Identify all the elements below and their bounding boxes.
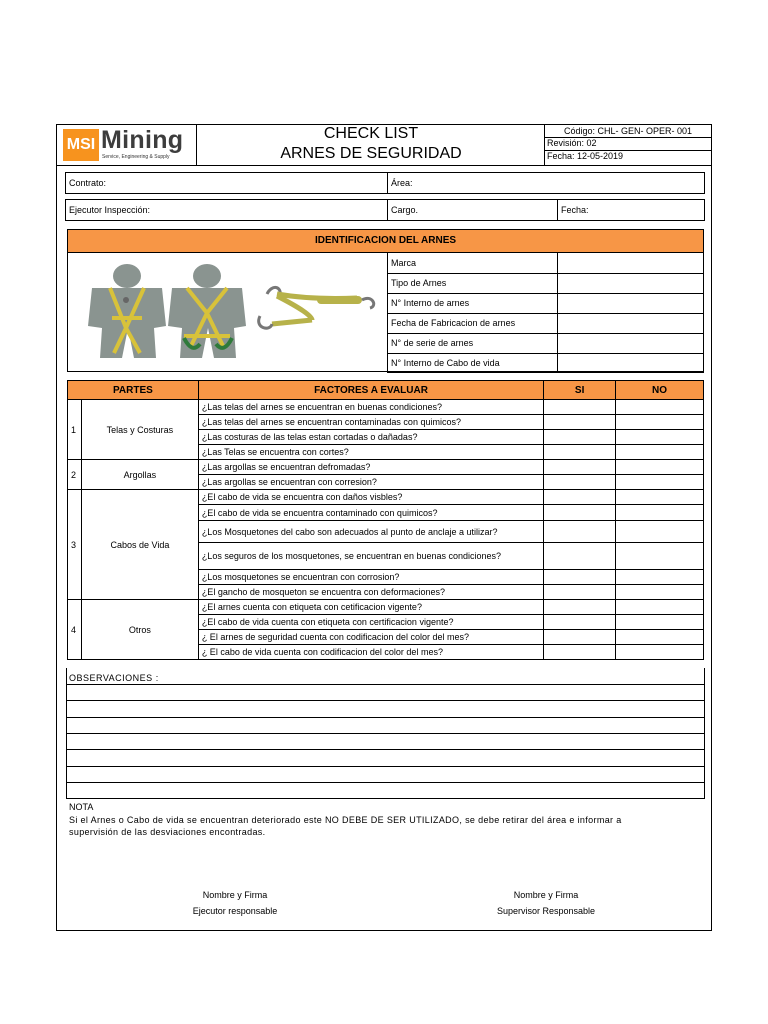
factor-item: ¿Los mosquetones se encuentran con corrosion? xyxy=(198,570,543,585)
revision: Revisión: 02 xyxy=(547,138,597,148)
divider xyxy=(387,173,388,193)
signature-left-role: Ejecutor responsable xyxy=(192,906,278,916)
contrato-row xyxy=(65,172,705,194)
obs-line xyxy=(67,700,704,701)
field-marca: Marca xyxy=(388,253,558,273)
obs-line xyxy=(67,782,704,783)
codigo: Código: CHL- GEN- OPER- 001 xyxy=(563,126,693,136)
harness-front xyxy=(88,264,166,358)
no-cell[interactable] xyxy=(616,505,704,521)
factor-item: ¿Las telas del arnes se encuentran en buenas condiciones? xyxy=(198,400,543,415)
factor-item: ¿El cabo de vida se encuentra contaminado con quimicos? xyxy=(198,505,543,521)
si-cell[interactable] xyxy=(544,505,616,521)
no-cell[interactable] xyxy=(616,460,704,475)
si-cell[interactable] xyxy=(544,570,616,585)
factor-item: ¿ El cabo de vida cuenta con codificacion del color del mes? xyxy=(198,645,543,660)
identificacion-title: IDENTIFICACION DEL ARNES xyxy=(67,229,704,253)
group-num: 4 xyxy=(68,600,82,660)
factor-item: ¿El cabo de vida cuenta con etiqueta con certificacion vigente? xyxy=(198,615,543,630)
signature-left-label: Nombre y Firma xyxy=(202,890,268,900)
signature-right-label: Nombre y Firma xyxy=(513,890,579,900)
no-cell[interactable] xyxy=(616,521,704,543)
value-cell[interactable] xyxy=(558,273,704,293)
si-cell[interactable] xyxy=(544,415,616,430)
harness-image xyxy=(72,258,382,366)
title-line-1: CHECK LIST xyxy=(323,125,419,142)
nota-line-2: supervisión de las desviaciones encontradas. xyxy=(69,827,266,837)
fecha-doc: Fecha: 12-05-2019 xyxy=(547,151,624,161)
group-num: 2 xyxy=(68,460,82,490)
logo-mark: MSI xyxy=(63,129,99,161)
field-interno-arnes: N° Interno de arnes xyxy=(388,293,558,313)
factor-item: ¿El arnes cuenta con etiqueta con cetificacion vigente? xyxy=(198,600,543,615)
observaciones-label: OBSERVACIONES : xyxy=(69,673,159,683)
obs-line xyxy=(67,717,704,718)
field-tipo: Tipo de Arnes xyxy=(388,273,558,293)
cargo-label: Cargo. xyxy=(391,205,419,215)
factor-item: ¿Las argollas se encuentran defromadas? xyxy=(198,460,543,475)
value-cell[interactable] xyxy=(558,253,704,273)
nota-title: NOTA xyxy=(69,802,94,812)
factor-item: ¿El gancho de mosqueton se encuentra con deformaciones? xyxy=(198,585,543,600)
no-cell[interactable] xyxy=(616,615,704,630)
group-num: 3 xyxy=(68,490,82,600)
no-cell[interactable] xyxy=(616,415,704,430)
no-cell[interactable] xyxy=(616,630,704,645)
no-cell[interactable] xyxy=(616,475,704,490)
header-no: NO xyxy=(616,381,704,400)
ejecutor-label: Ejecutor Inspección: xyxy=(69,205,151,215)
factor-item: ¿Los seguros de los mosquetones, se encuentran en buenas condiciones? xyxy=(198,543,543,570)
si-cell[interactable] xyxy=(544,585,616,600)
group-name: Argollas xyxy=(81,460,198,490)
no-cell[interactable] xyxy=(616,645,704,660)
group-name: Telas y Costuras xyxy=(81,400,198,460)
group-name: Otros xyxy=(81,600,198,660)
field-serie: N° de serie de arnes xyxy=(388,333,558,353)
factor-item: ¿Las argollas se encuentran con corresion? xyxy=(198,475,543,490)
si-cell[interactable] xyxy=(544,645,616,660)
no-cell[interactable] xyxy=(616,543,704,570)
logo-tagline: Service, Engineering & Supply xyxy=(102,154,170,160)
si-cell[interactable] xyxy=(544,475,616,490)
header-partes: PARTES xyxy=(68,381,199,400)
si-cell[interactable] xyxy=(544,615,616,630)
si-cell[interactable] xyxy=(544,430,616,445)
area-label: Área: xyxy=(391,178,413,188)
obs-line xyxy=(67,766,704,767)
value-cell[interactable] xyxy=(558,313,704,333)
factor-item: ¿El cabo de vida se encuentra con daños visbles? xyxy=(198,490,543,505)
no-cell[interactable] xyxy=(616,490,704,505)
no-cell[interactable] xyxy=(616,570,704,585)
ejecutor-row xyxy=(65,199,705,221)
logo-word: Mining xyxy=(101,126,184,154)
header-factores: FACTORES A EVALUAR xyxy=(198,381,543,400)
nota-line-1: Si el Arnes o Cabo de vida se encuentran deteriorado este NO DEBE DE SER UTILIZADO, se debe retirar del área e informar a xyxy=(69,815,622,825)
divider xyxy=(387,200,388,220)
si-cell[interactable] xyxy=(544,630,616,645)
si-cell[interactable] xyxy=(544,400,616,415)
factor-item: ¿Las costuras de las telas estan cortadas o dañadas? xyxy=(198,430,543,445)
value-cell[interactable] xyxy=(558,293,704,313)
si-cell[interactable] xyxy=(544,521,616,543)
si-cell[interactable] xyxy=(544,543,616,570)
si-cell[interactable] xyxy=(544,460,616,475)
value-cell[interactable] xyxy=(558,353,704,372)
header-si: SI xyxy=(544,381,616,400)
lanyard xyxy=(259,287,374,328)
field-fabricacion: Fecha de Fabricacion de arnes xyxy=(388,313,558,333)
si-cell[interactable] xyxy=(544,445,616,460)
no-cell[interactable] xyxy=(616,445,704,460)
harness-back xyxy=(168,264,246,358)
group-num: 1 xyxy=(68,400,82,460)
contrato-label: Contrato: xyxy=(69,178,107,188)
no-cell[interactable] xyxy=(616,585,704,600)
signature-right-role: Supervisor Responsable xyxy=(496,906,596,916)
field-cabo: N° Interno de Cabo de vida xyxy=(388,353,558,372)
no-cell[interactable] xyxy=(616,430,704,445)
no-cell[interactable] xyxy=(616,400,704,415)
factor-item: ¿Las telas del arnes se encuentran contaminadas con quimicos? xyxy=(198,415,543,430)
fecha-label: Fecha: xyxy=(561,205,589,215)
si-cell[interactable] xyxy=(544,600,616,615)
group-name: Cabos de Vida xyxy=(81,490,198,600)
si-cell[interactable] xyxy=(544,490,616,505)
divider xyxy=(557,200,558,220)
evaluation-table xyxy=(67,380,704,660)
factor-item: ¿ El arnes de seguridad cuenta con codificacion del color del mes? xyxy=(198,630,543,645)
obs-line xyxy=(67,749,704,750)
factor-item: ¿Las Telas se encuentra con cortes? xyxy=(198,445,543,460)
identificacion-fields xyxy=(387,253,704,373)
value-cell[interactable] xyxy=(558,333,704,353)
header-bottom-line xyxy=(57,165,711,166)
obs-line xyxy=(67,733,704,734)
factor-item: ¿Los Mosquetones del cabo son adecuados al punto de anclaje a utilizar? xyxy=(198,521,543,543)
obs-line xyxy=(67,684,704,685)
title-line-2: ARNES DE SEGURIDAD xyxy=(280,145,462,162)
no-cell[interactable] xyxy=(616,600,704,615)
